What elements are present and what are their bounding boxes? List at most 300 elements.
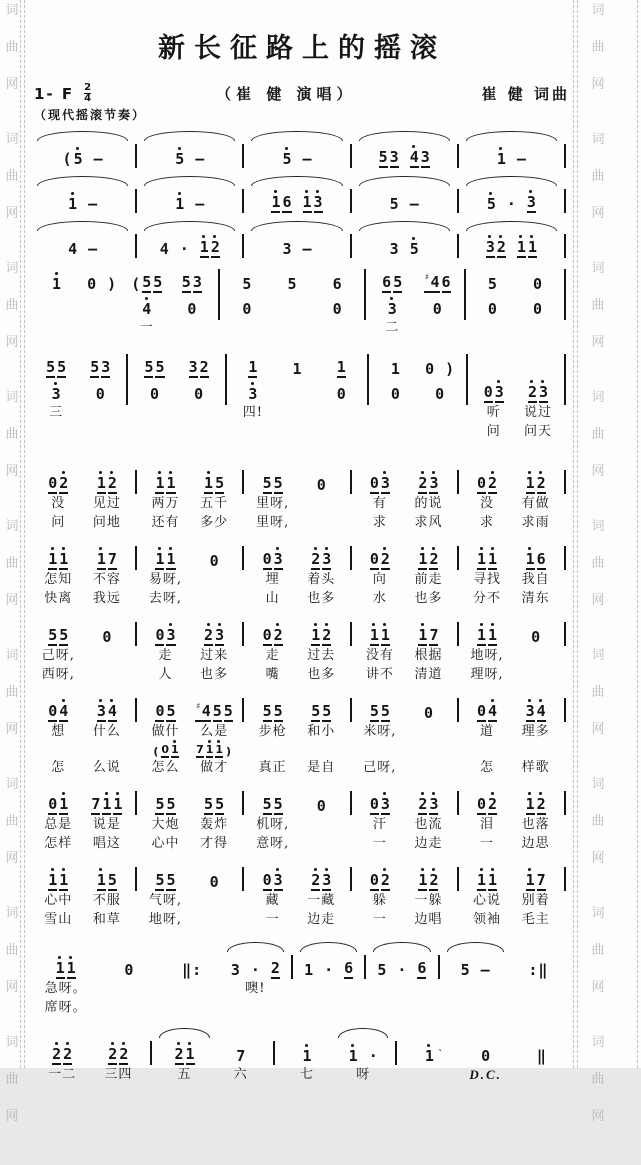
- barline-stroke: [457, 867, 459, 891]
- note-group: [190, 864, 239, 929]
- notes-row: [141, 186, 238, 213]
- note-digit: 1: [477, 551, 486, 570]
- barline: [346, 131, 356, 168]
- lyric: [560, 834, 570, 853]
- lyric: 米呀,: [363, 724, 397, 739]
- note-digit: 0: [124, 961, 134, 979]
- notes-row: [248, 695, 297, 722]
- lyric: [177, 403, 221, 422]
- lyric: 见过: [92, 496, 121, 511]
- watermark-char: 网: [5, 1109, 19, 1124]
- note-group: [169, 266, 214, 337]
- notes-row: [287, 952, 297, 979]
- note-digit: 5: [377, 961, 387, 979]
- notes-row: [370, 266, 415, 293]
- lyric: 一: [480, 836, 495, 851]
- lyric: [297, 494, 346, 513]
- note-digit: 1: [390, 360, 400, 378]
- note-digit: 5: [181, 273, 191, 291]
- barline: [560, 176, 570, 213]
- lyric: [462, 422, 472, 441]
- slur-arc: [251, 221, 342, 231]
- note-digit: 1: [48, 551, 57, 570]
- slur-arc: [251, 131, 342, 141]
- lyric: 的说: [414, 496, 443, 511]
- lyric: 前走: [414, 572, 443, 587]
- lyric: [131, 646, 141, 665]
- note-group: [141, 788, 190, 853]
- note-group: [132, 351, 176, 441]
- notes-row: [453, 695, 463, 722]
- lyric: 别着: [521, 893, 550, 908]
- note-digit: 3: [314, 194, 323, 213]
- notes-row: [34, 467, 83, 494]
- lyric: [131, 758, 141, 777]
- barline-stroke: [564, 791, 566, 815]
- note-group: [404, 788, 453, 853]
- notes-row: [34, 695, 83, 722]
- system-verse-b: [34, 543, 570, 608]
- lyric: [560, 910, 570, 929]
- watermark-char: 词: [591, 1035, 605, 1050]
- lyric: 六: [233, 1067, 248, 1082]
- lyric: [224, 998, 287, 1017]
- lyric: [560, 318, 570, 337]
- watermark-char: 曲: [591, 556, 605, 571]
- barline-stroke: [242, 867, 244, 891]
- lyric: [453, 570, 463, 589]
- note-digit: 1: [200, 239, 209, 258]
- note-digit: 1: [52, 276, 61, 293]
- lyric: [470, 318, 515, 337]
- watermark-char: 词: [5, 132, 19, 147]
- lyric: 还有: [151, 515, 180, 530]
- notes-row: [141, 695, 190, 722]
- lyric: [297, 834, 346, 853]
- watermark-left: [3, 3, 21, 1124]
- lower-voice-row: [169, 293, 214, 318]
- watermark-char: 词: [591, 132, 605, 147]
- notes-row: [238, 788, 248, 815]
- barline-stroke: [135, 546, 137, 570]
- lyric: 步枪: [258, 724, 287, 739]
- sheet-content: [34, 0, 570, 1095]
- dashed-border-right-mid: [577, 0, 578, 1068]
- lyric: [78, 422, 122, 441]
- lyric: [560, 513, 570, 532]
- lyric: 做什: [151, 724, 180, 739]
- note-group: [213, 1028, 269, 1084]
- notes-row: [404, 543, 453, 570]
- note-digit: 1: [497, 151, 506, 168]
- lyric: 边走: [414, 836, 443, 851]
- barline-stroke: [242, 698, 244, 722]
- lyric: [315, 318, 360, 337]
- note-digit: 1: [311, 627, 320, 646]
- notes-row: [515, 266, 560, 293]
- notes-row: [248, 788, 297, 815]
- notes-row: [141, 141, 238, 168]
- note-digit: 0: [477, 702, 487, 720]
- lyric: [346, 665, 356, 684]
- note-digit: 0: [242, 300, 252, 318]
- lyric: [275, 422, 319, 441]
- note-digit: 0: [332, 300, 342, 318]
- note-digit: 2: [199, 358, 209, 376]
- notes-row: [238, 619, 248, 646]
- notes-row: [83, 695, 132, 722]
- lyric: 一躲: [414, 893, 443, 908]
- barline: [434, 942, 444, 1017]
- lower-voice-row: [177, 378, 221, 403]
- note-digit: 7: [107, 550, 117, 568]
- note-group: [275, 351, 319, 441]
- watermark-char: 网: [5, 335, 19, 350]
- note-group: [190, 695, 239, 777]
- lyric: 人: [158, 667, 173, 682]
- note-digit: 0: [369, 871, 379, 889]
- watermark-char: 网: [591, 980, 605, 995]
- lyric: D.C.: [469, 1067, 502, 1082]
- lyric: [346, 722, 356, 741]
- barline: [453, 619, 463, 684]
- lower-voice-row: [418, 378, 462, 403]
- barline: [238, 131, 248, 168]
- barline: [346, 467, 356, 532]
- lyric: [131, 589, 141, 608]
- barline: [560, 788, 570, 853]
- lyric: 轰炸: [200, 817, 229, 832]
- note-digit: 4: [142, 301, 151, 318]
- lyric: 地呀,: [148, 912, 183, 927]
- note-digit: 4: [68, 240, 78, 258]
- note-digit: 1: [370, 627, 379, 646]
- lyric: [131, 910, 141, 929]
- note-digit: 0: [316, 797, 326, 815]
- note-digit: 0: [48, 474, 58, 492]
- barline: [346, 221, 356, 258]
- lyric: [269, 318, 314, 337]
- notes-row: [373, 351, 417, 378]
- note-group: [79, 266, 124, 337]
- lower-voice-row: [221, 378, 231, 403]
- watermark-char: 曲: [5, 169, 19, 184]
- note-digit: 0: [435, 385, 445, 403]
- note-digit: 5: [155, 358, 165, 376]
- lyric: 也多: [414, 591, 443, 606]
- note-group: [401, 1028, 457, 1084]
- notes-row: [34, 141, 131, 168]
- barline: [453, 176, 463, 213]
- notes-row: [434, 952, 444, 979]
- lyric: 有做: [521, 496, 550, 511]
- note-digit: 6: [441, 273, 451, 291]
- note-digit: 1: [59, 551, 68, 570]
- watermark-char: 网: [591, 722, 605, 737]
- notes-row: [560, 695, 570, 722]
- notes-row: [190, 619, 239, 646]
- barline-stroke: [350, 189, 352, 213]
- lyric: [370, 979, 433, 998]
- note-digit: 0: [432, 300, 442, 318]
- note-group: [279, 1028, 335, 1084]
- note-group: [224, 266, 269, 337]
- dashed-border-right-outer: [637, 0, 638, 1068]
- lyric: 做才: [200, 760, 229, 775]
- note-group: [356, 467, 405, 532]
- barline: [287, 942, 297, 1017]
- notation-symbol: ): [226, 745, 232, 758]
- note-digit: 5: [378, 148, 388, 166]
- barline-stroke: [291, 955, 293, 979]
- lyric: 分不: [473, 591, 502, 606]
- note-digit: 0: [316, 476, 326, 494]
- barline-stroke: [438, 955, 440, 979]
- note-digit: 6: [382, 273, 392, 291]
- note-group: [34, 131, 131, 168]
- notes-row: [560, 467, 570, 494]
- lyric: [224, 318, 269, 337]
- barline-stroke: [350, 234, 352, 258]
- lyric: [131, 834, 141, 853]
- note-group: [404, 619, 453, 684]
- system-verse-e: [34, 788, 570, 853]
- lyric: [297, 998, 360, 1017]
- notes-row: [238, 231, 248, 258]
- slur-arc: [373, 942, 430, 952]
- lyric: [132, 422, 176, 441]
- note-group: [34, 1028, 90, 1084]
- notes-row: [418, 351, 462, 378]
- watermark-char: 曲: [5, 943, 19, 958]
- lower-voice-row: [122, 378, 132, 403]
- notation-symbol: —: [302, 240, 312, 258]
- watermark-char: 词: [5, 648, 19, 663]
- notation-symbol: ): [107, 275, 117, 293]
- barline: [238, 176, 248, 213]
- notes-row: [356, 141, 453, 168]
- barline: [131, 467, 141, 532]
- lyric: 才得: [200, 836, 229, 851]
- notes-row: [279, 1038, 335, 1065]
- lyric: [297, 513, 346, 532]
- note-group: [511, 467, 560, 532]
- note-group: [141, 543, 190, 608]
- lyric: [238, 758, 248, 777]
- notes-row: [238, 864, 248, 891]
- note-digit: 2: [274, 627, 283, 646]
- lyric: 一二: [48, 1067, 77, 1082]
- note-digit: 1: [171, 744, 179, 758]
- notes-row: [297, 467, 346, 494]
- lower-voice-row: [79, 293, 124, 318]
- note-digit: 2: [108, 1046, 117, 1065]
- lyric: 真正: [258, 760, 287, 775]
- lyric: 己呀,: [363, 760, 397, 775]
- lyric: [401, 1065, 457, 1084]
- note-group: [34, 467, 83, 532]
- lyric: [444, 998, 507, 1017]
- slur-arc: [144, 221, 235, 231]
- lyric: [34, 318, 79, 337]
- barline-stroke: [457, 698, 459, 722]
- note-digit: 3: [526, 703, 535, 722]
- notes-row: [34, 952, 97, 979]
- notes-row: [319, 351, 363, 378]
- slur-arc: [359, 131, 450, 141]
- lyric: 我自: [521, 572, 550, 587]
- lyric: [238, 815, 248, 834]
- notes-row: [297, 619, 346, 646]
- watermark-char: 曲: [591, 298, 605, 313]
- note-digit: 1: [248, 358, 258, 376]
- notes-row: [453, 788, 463, 815]
- barline-stroke: [242, 791, 244, 815]
- note-digit: 1: [381, 627, 390, 646]
- notes-row: [34, 864, 83, 891]
- notation-symbol: —: [302, 150, 312, 168]
- lyric: 想: [51, 724, 66, 739]
- note-digit: 1: [155, 551, 164, 570]
- note-digit: 2: [429, 872, 438, 891]
- notes-row: [90, 1038, 146, 1065]
- slur-arc: [447, 942, 504, 952]
- lyric: [560, 570, 570, 589]
- note-digit: 1: [303, 194, 312, 213]
- note-digit: 2: [52, 1046, 61, 1065]
- notes-row: [463, 141, 560, 168]
- lyric: [453, 513, 463, 532]
- notes-row: [453, 864, 463, 891]
- lyric: [434, 979, 444, 998]
- note-group: [463, 221, 560, 258]
- notes-row: [346, 695, 356, 722]
- lyric: [78, 403, 122, 422]
- notes-row: [560, 543, 570, 570]
- lower-voice-row: [78, 378, 122, 403]
- note-digit: 1: [102, 796, 111, 815]
- system-intro-1: [34, 131, 570, 168]
- system-verse-f: [34, 864, 570, 929]
- note-digit: 2: [488, 475, 497, 494]
- notes-row: [224, 266, 269, 293]
- note-digit: 0: [155, 702, 165, 720]
- lyric: 意呀,: [256, 836, 290, 851]
- notes-row: [275, 351, 319, 378]
- note-digit: 0: [390, 385, 400, 403]
- ossia-row: [463, 741, 512, 758]
- note-digit: 5: [215, 474, 225, 492]
- note-digit: 5: [273, 702, 283, 720]
- lyric: [297, 979, 360, 998]
- note-digit: 2: [322, 627, 331, 646]
- notes-row: [391, 1038, 401, 1065]
- lyric: 也落: [521, 817, 550, 832]
- barline-stroke: [135, 791, 137, 815]
- lyric: [560, 722, 570, 741]
- note-digit: 7: [196, 743, 204, 756]
- notes-row: [238, 695, 248, 722]
- barline: [238, 864, 248, 929]
- lyric: 嘴: [265, 667, 280, 682]
- note-digit: 0: [187, 300, 197, 318]
- notes-row: [511, 695, 560, 722]
- note-digit: 1: [48, 872, 57, 891]
- notes-row: [356, 619, 405, 646]
- note-digit: 3: [388, 301, 397, 318]
- barline: [238, 695, 248, 777]
- system-vamp-1: [34, 266, 570, 337]
- watermark-char: 网: [5, 464, 19, 479]
- watermark-char: 网: [5, 593, 19, 608]
- lyric: [275, 403, 319, 422]
- lyric: [453, 834, 463, 853]
- note-digit: 3: [248, 386, 257, 403]
- lyric: [161, 979, 224, 998]
- note-group: [463, 176, 560, 213]
- note-digit: 2: [211, 239, 220, 258]
- lyric: [190, 570, 239, 589]
- lyric: [131, 722, 141, 741]
- note-group: [248, 176, 345, 213]
- lyric: 问地: [92, 515, 121, 530]
- dashed-border-right-inner: [573, 0, 574, 1068]
- lyric: [131, 570, 141, 589]
- lyric: [453, 589, 463, 608]
- slur-arc: [338, 1028, 388, 1038]
- lower-voice-row: [515, 293, 560, 318]
- lyric: 也多: [307, 591, 336, 606]
- note-digit: 5: [262, 474, 272, 492]
- note-group: [34, 619, 83, 684]
- barline-stroke: [457, 791, 459, 815]
- notes-row: [514, 1038, 570, 1065]
- lyric: 问: [486, 424, 501, 439]
- lyric: [238, 891, 248, 910]
- notes-row: [34, 266, 79, 293]
- lyric: 躲: [372, 893, 387, 908]
- note-digit: 5: [223, 702, 233, 720]
- lyric: [238, 722, 248, 741]
- notes-row: [83, 467, 132, 494]
- lyric: 怎知: [44, 572, 73, 587]
- lyric: 易呀,: [148, 572, 183, 587]
- note-group: [231, 351, 275, 441]
- notes-row: [346, 186, 356, 213]
- lyric: [319, 422, 363, 441]
- note-digit: 5: [46, 358, 56, 376]
- note-group: [141, 619, 190, 684]
- note-digit: 0: [155, 626, 165, 644]
- note-digit: 5: [369, 702, 379, 720]
- watermark-char: 曲: [591, 427, 605, 442]
- notes-row: [404, 619, 453, 646]
- note-digit: 1: [477, 627, 486, 646]
- notes-row: [297, 788, 346, 815]
- lyric: 大炮: [151, 817, 180, 832]
- barline: [453, 695, 463, 777]
- ossia-row: [404, 741, 453, 758]
- note-digit: 6: [536, 550, 546, 568]
- lower-voice-row: [269, 293, 314, 318]
- note-digit: 3: [52, 386, 61, 403]
- watermark-char: 网: [5, 851, 19, 866]
- note-digit: ♯4: [195, 699, 210, 722]
- note-group: [83, 695, 132, 777]
- lyric: 也多: [200, 667, 229, 682]
- notes-row: [248, 864, 297, 891]
- watermark-char: 曲: [591, 169, 605, 184]
